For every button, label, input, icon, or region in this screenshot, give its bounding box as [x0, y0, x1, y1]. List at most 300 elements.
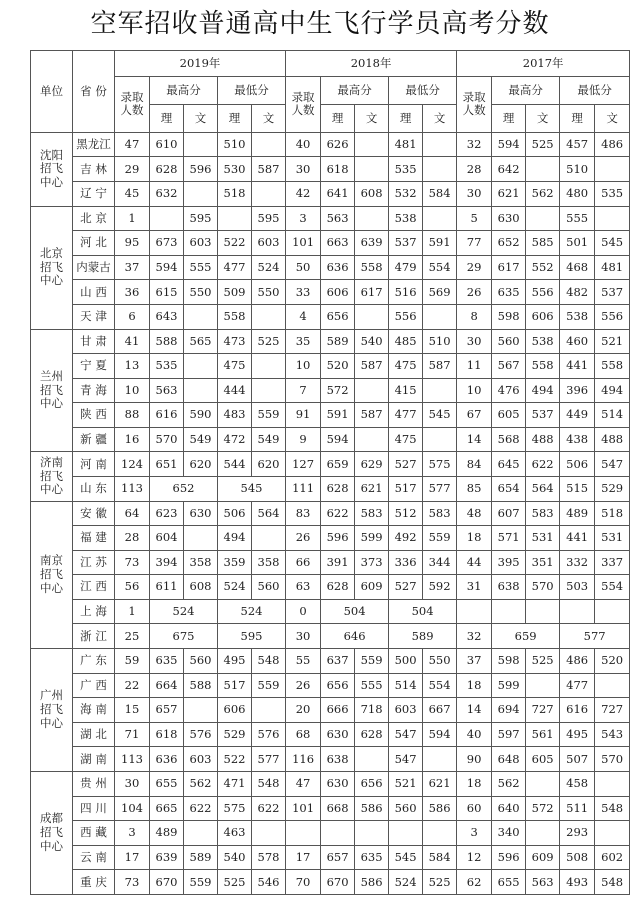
score-cell: 583	[423, 501, 457, 526]
score-cell: 638	[321, 747, 355, 772]
score-cell: 598	[492, 304, 526, 329]
score-cell: 673	[150, 231, 184, 256]
unit-cell	[31, 452, 73, 501]
score-cell: 599	[355, 526, 389, 551]
score-cell: 639	[150, 845, 184, 870]
unit-cell	[31, 206, 73, 329]
score-cell: 77	[457, 231, 492, 256]
score-cell: 29	[457, 255, 492, 280]
score-cell: 641	[321, 182, 355, 207]
score-cell: 635	[355, 845, 389, 870]
score-cell: 514	[595, 403, 630, 428]
score-cell: 457	[560, 132, 595, 157]
score-cell: 563	[150, 378, 184, 403]
table-row	[31, 673, 630, 698]
score-cell: 667	[423, 698, 457, 723]
score-cell: 556	[595, 304, 630, 329]
score-cell: 630	[321, 722, 355, 747]
score-cell: 594	[321, 427, 355, 452]
score-cell: 485	[389, 329, 423, 354]
score-cell	[423, 427, 457, 452]
score-cell: 616	[150, 403, 184, 428]
header-admitted: 录取人数	[286, 76, 321, 132]
score-cell: 495	[560, 722, 595, 747]
score-cell: 540	[355, 329, 389, 354]
score-cell	[423, 157, 457, 182]
score-cell: 577	[423, 477, 457, 502]
score-cell: 395	[492, 550, 526, 575]
score-cell: 482	[560, 280, 595, 305]
score-cell: 1	[115, 206, 150, 231]
score-cell: 520	[321, 354, 355, 379]
score-cell: 549	[184, 427, 218, 452]
score-cell	[492, 599, 526, 624]
score-cell: 525	[526, 132, 560, 157]
score-cell: 359	[218, 550, 252, 575]
score-cell: 511	[560, 796, 595, 821]
unit-cell	[31, 329, 73, 452]
score-cell: 562	[526, 182, 560, 207]
score-cell	[252, 526, 286, 551]
score-cell: 42	[286, 182, 321, 207]
score-cell: 7	[286, 378, 321, 403]
table-row	[31, 526, 630, 551]
table-row	[31, 354, 630, 379]
score-cell: 488	[526, 427, 560, 452]
score-cell: 512	[389, 501, 423, 526]
score-cell: 522	[218, 747, 252, 772]
score-cell: 483	[218, 403, 252, 428]
score-cell: 617	[355, 280, 389, 305]
score-cell: 477	[560, 673, 595, 698]
score-cell: 590	[184, 403, 218, 428]
score-cell: 670	[150, 870, 184, 895]
province-cell: 河 南	[73, 452, 115, 477]
score-cell: 28	[457, 157, 492, 182]
unit-label: 广州招飞中心	[40, 688, 63, 730]
header-li: 理	[560, 105, 595, 133]
score-cell: 18	[457, 526, 492, 551]
score-cell: 595	[218, 624, 286, 649]
score-cell: 592	[423, 575, 457, 600]
score-cell: 584	[423, 182, 457, 207]
score-cell: 727	[595, 698, 630, 723]
score-cell: 473	[218, 329, 252, 354]
score-cell: 554	[423, 673, 457, 698]
score-cell: 572	[321, 378, 355, 403]
score-cell: 73	[115, 870, 150, 895]
score-cell: 48	[457, 501, 492, 526]
score-cell: 515	[560, 477, 595, 502]
score-cell: 30	[457, 329, 492, 354]
province-cell: 海 南	[73, 698, 115, 723]
score-cell	[252, 378, 286, 403]
score-cell: 628	[321, 477, 355, 502]
score-cell	[218, 206, 252, 231]
score-cell	[423, 747, 457, 772]
score-cell: 31	[457, 575, 492, 600]
score-cell: 494	[218, 526, 252, 551]
header-wen: 文	[355, 105, 389, 133]
table-row	[31, 304, 630, 329]
score-cell: 664	[150, 673, 184, 698]
score-cell: 576	[252, 722, 286, 747]
score-cell	[184, 526, 218, 551]
score-cell: 615	[150, 280, 184, 305]
province-cell: 黑龙江	[73, 132, 115, 157]
score-cell: 591	[321, 403, 355, 428]
score-cell: 32	[457, 624, 492, 649]
score-cell: 628	[321, 575, 355, 600]
province-cell: 西 藏	[73, 821, 115, 846]
score-cell: 616	[560, 698, 595, 723]
score-cell: 489	[560, 501, 595, 526]
score-cell: 495	[218, 649, 252, 674]
score-cell: 508	[560, 845, 595, 870]
score-cell: 67	[457, 403, 492, 428]
score-cell: 113	[115, 477, 150, 502]
header-wen: 文	[184, 105, 218, 133]
score-cell: 622	[252, 796, 286, 821]
score-cell: 522	[218, 231, 252, 256]
score-cell: 554	[595, 575, 630, 600]
score-cell	[355, 747, 389, 772]
province-cell: 山 西	[73, 280, 115, 305]
table-row	[31, 575, 630, 600]
score-cell: 28	[115, 526, 150, 551]
score-cell: 480	[560, 182, 595, 207]
score-cell: 543	[595, 722, 630, 747]
score-cell: 16	[115, 427, 150, 452]
header-unit: 单位	[31, 51, 73, 133]
score-cell	[252, 182, 286, 207]
score-cell: 463	[218, 821, 252, 846]
score-cell: 6	[115, 304, 150, 329]
score-cell: 441	[560, 354, 595, 379]
score-cell: 73	[115, 550, 150, 575]
score-cell: 642	[492, 157, 526, 182]
score-cell: 585	[526, 231, 560, 256]
score-cell: 578	[252, 845, 286, 870]
score-cell: 504	[389, 599, 457, 624]
score-cell: 3	[286, 206, 321, 231]
province-cell: 江 西	[73, 575, 115, 600]
score-cell	[355, 427, 389, 452]
score-cell: 659	[321, 452, 355, 477]
score-cell: 340	[492, 821, 526, 846]
score-cell: 44	[457, 550, 492, 575]
header-li: 理	[389, 105, 423, 133]
unit-cell	[31, 132, 73, 206]
score-cell: 586	[355, 870, 389, 895]
score-cell: 599	[492, 673, 526, 698]
score-cell: 575	[423, 452, 457, 477]
unit-label: 济南招飞中心	[40, 454, 63, 497]
score-cell: 596	[321, 526, 355, 551]
score-cell: 558	[526, 354, 560, 379]
score-cell: 358	[184, 550, 218, 575]
score-cell	[423, 304, 457, 329]
score-cell: 569	[423, 280, 457, 305]
score-cell: 635	[150, 649, 184, 674]
score-cell: 656	[321, 304, 355, 329]
score-cell: 10	[115, 378, 150, 403]
score-cell: 83	[286, 501, 321, 526]
score-cell: 30	[286, 157, 321, 182]
score-cell: 694	[492, 698, 526, 723]
score-cell: 555	[184, 255, 218, 280]
score-cell	[252, 821, 286, 846]
score-cell: 14	[457, 698, 492, 723]
header-wen: 文	[423, 105, 457, 133]
score-cell: 40	[286, 132, 321, 157]
score-cell: 630	[184, 501, 218, 526]
score-cell: 594	[492, 132, 526, 157]
table-row	[31, 796, 630, 821]
score-cell: 617	[492, 255, 526, 280]
score-cell: 475	[389, 354, 423, 379]
score-cell: 481	[389, 132, 423, 157]
table-row	[31, 624, 630, 649]
score-cell: 50	[286, 255, 321, 280]
score-cell: 15	[115, 698, 150, 723]
score-cell: 127	[286, 452, 321, 477]
header-wen: 文	[595, 105, 630, 133]
province-cell: 贵 州	[73, 771, 115, 796]
score-cell: 472	[218, 427, 252, 452]
score-cell: 548	[252, 649, 286, 674]
score-cell: 479	[389, 255, 423, 280]
header-max: 最高分	[150, 76, 218, 105]
score-cell: 618	[321, 157, 355, 182]
score-cell: 568	[492, 427, 526, 452]
score-cell: 540	[218, 845, 252, 870]
score-cell: 17	[286, 845, 321, 870]
score-cell	[252, 698, 286, 723]
score-cell: 336	[389, 550, 423, 575]
score-cell: 10	[286, 354, 321, 379]
score-cell: 547	[389, 722, 423, 747]
table-row	[31, 599, 630, 624]
score-cell: 555	[560, 206, 595, 231]
score-cell: 510	[218, 132, 252, 157]
score-cell	[355, 304, 389, 329]
score-cell: 560	[252, 575, 286, 600]
score-cell: 527	[389, 452, 423, 477]
score-cell: 657	[150, 698, 184, 723]
table-row	[31, 255, 630, 280]
header-min: 最低分	[218, 76, 286, 105]
province-cell: 山 东	[73, 477, 115, 502]
score-cell	[526, 206, 560, 231]
score-cell: 525	[423, 870, 457, 895]
unit-label: 兰州招飞中心	[40, 368, 63, 411]
score-cell: 559	[355, 649, 389, 674]
score-cell: 486	[560, 649, 595, 674]
score-cell: 510	[560, 157, 595, 182]
score-cell: 583	[526, 501, 560, 526]
score-cell: 603	[184, 747, 218, 772]
score-cell: 587	[423, 354, 457, 379]
score-cell: 32	[457, 132, 492, 157]
province-cell: 内蒙古	[73, 255, 115, 280]
score-cell: 608	[355, 182, 389, 207]
score-cell: 25	[115, 624, 150, 649]
score-cell: 476	[492, 378, 526, 403]
score-cell: 101	[286, 796, 321, 821]
score-cell: 605	[526, 747, 560, 772]
header-li: 理	[218, 105, 252, 133]
score-cell: 670	[321, 870, 355, 895]
score-cell: 604	[150, 526, 184, 551]
score-cell: 656	[321, 673, 355, 698]
province-cell: 四 川	[73, 796, 115, 821]
score-cell: 638	[492, 575, 526, 600]
score-cell: 597	[492, 722, 526, 747]
score-cell: 26	[286, 526, 321, 551]
score-cell	[526, 673, 560, 698]
score-cell: 563	[321, 206, 355, 231]
score-cell: 603	[252, 231, 286, 256]
score-cell: 524	[218, 599, 286, 624]
province-cell: 陕 西	[73, 403, 115, 428]
score-cell: 606	[526, 304, 560, 329]
score-cell: 1	[115, 599, 150, 624]
score-cell: 589	[184, 845, 218, 870]
score-cell: 30	[457, 182, 492, 207]
score-cell: 632	[150, 182, 184, 207]
score-cell: 71	[115, 722, 150, 747]
score-cell: 565	[184, 329, 218, 354]
score-cell: 587	[355, 354, 389, 379]
score-cell: 373	[355, 550, 389, 575]
province-cell: 宁 夏	[73, 354, 115, 379]
score-cell: 30	[286, 624, 321, 649]
score-cell: 651	[150, 452, 184, 477]
unit-label: 成都招飞中心	[40, 811, 63, 853]
score-cell: 538	[526, 329, 560, 354]
score-cell	[423, 821, 457, 846]
page-title: 空军招收普通高中生飞行学员高考分数	[90, 9, 550, 39]
score-cell: 56	[115, 575, 150, 600]
score-cell: 449	[560, 403, 595, 428]
score-cell	[595, 673, 630, 698]
score-cell: 636	[150, 747, 184, 772]
score-cell: 506	[218, 501, 252, 526]
score-cell: 521	[595, 329, 630, 354]
score-cell: 458	[560, 771, 595, 796]
score-cell	[595, 771, 630, 796]
score-cell: 530	[218, 157, 252, 182]
score-cell: 562	[184, 771, 218, 796]
unit-cell	[31, 771, 73, 894]
province-cell: 甘 肃	[73, 329, 115, 354]
score-table	[30, 50, 630, 895]
score-cell: 537	[389, 231, 423, 256]
province-cell: 吉 林	[73, 157, 115, 182]
score-cell: 586	[423, 796, 457, 821]
header-year-2019: 2019年	[115, 51, 286, 77]
score-cell: 17	[115, 845, 150, 870]
table-row	[31, 550, 630, 575]
score-cell: 438	[560, 427, 595, 452]
score-cell	[423, 206, 457, 231]
score-cell: 665	[150, 796, 184, 821]
score-cell: 516	[389, 280, 423, 305]
score-cell: 494	[595, 378, 630, 403]
province-cell: 浙 江	[73, 624, 115, 649]
score-cell	[457, 599, 492, 624]
score-cell	[423, 378, 457, 403]
score-cell: 22	[115, 673, 150, 698]
score-cell	[184, 378, 218, 403]
score-cell: 525	[218, 870, 252, 895]
score-cell: 606	[218, 698, 252, 723]
score-cell: 332	[560, 550, 595, 575]
score-cell	[595, 157, 630, 182]
score-cell: 5	[457, 206, 492, 231]
score-cell: 587	[355, 403, 389, 428]
score-cell: 20	[286, 698, 321, 723]
score-cell: 488	[595, 427, 630, 452]
score-cell: 560	[389, 796, 423, 821]
score-cell: 718	[355, 698, 389, 723]
score-cell: 503	[560, 575, 595, 600]
score-cell	[526, 771, 560, 796]
score-cell: 509	[218, 280, 252, 305]
score-cell: 594	[423, 722, 457, 747]
score-cell: 570	[595, 747, 630, 772]
score-cell: 62	[457, 870, 492, 895]
score-cell: 609	[526, 845, 560, 870]
score-cell: 12	[457, 845, 492, 870]
score-cell: 547	[595, 452, 630, 477]
score-cell: 605	[492, 403, 526, 428]
score-cell: 460	[560, 329, 595, 354]
table-row	[31, 649, 630, 674]
score-cell	[526, 157, 560, 182]
score-cell: 18	[457, 673, 492, 698]
score-cell: 510	[423, 329, 457, 354]
score-cell: 14	[457, 427, 492, 452]
score-cell	[252, 132, 286, 157]
score-cell: 622	[184, 796, 218, 821]
score-cell: 656	[355, 771, 389, 796]
score-cell: 654	[492, 477, 526, 502]
score-cell: 572	[526, 796, 560, 821]
score-cell	[184, 304, 218, 329]
header-min: 最低分	[389, 76, 457, 105]
score-cell: 351	[526, 550, 560, 575]
score-cell: 391	[321, 550, 355, 575]
score-cell	[355, 821, 389, 846]
score-cell: 500	[389, 649, 423, 674]
score-cell: 626	[321, 132, 355, 157]
score-cell: 124	[115, 452, 150, 477]
province-cell: 江 苏	[73, 550, 115, 575]
score-cell	[355, 206, 389, 231]
score-cell	[184, 182, 218, 207]
score-cell: 26	[457, 280, 492, 305]
score-cell	[184, 821, 218, 846]
score-cell: 492	[389, 526, 423, 551]
score-cell: 596	[492, 845, 526, 870]
table-row	[31, 206, 630, 231]
score-cell	[423, 132, 457, 157]
score-cell: 637	[321, 649, 355, 674]
score-cell: 518	[218, 182, 252, 207]
score-cell: 525	[526, 649, 560, 674]
